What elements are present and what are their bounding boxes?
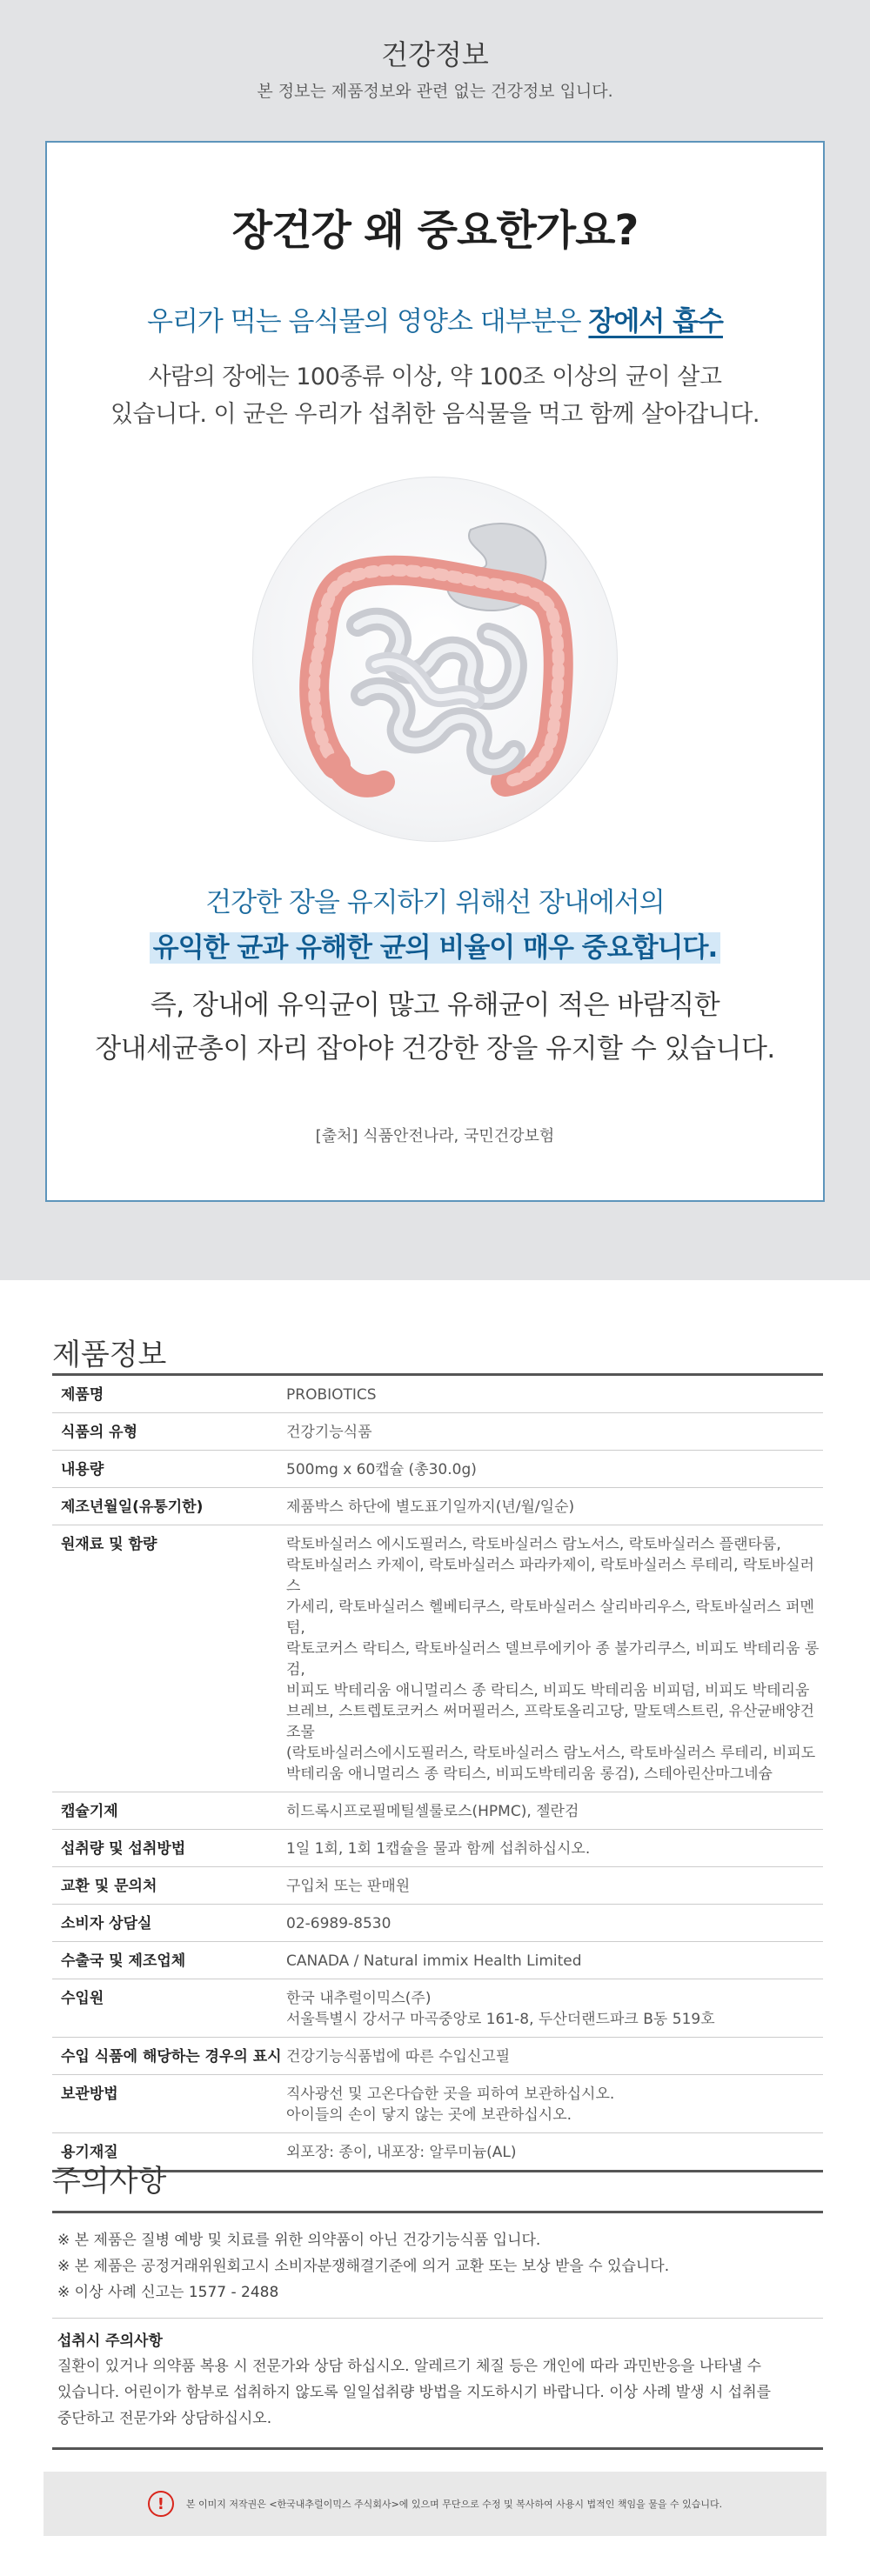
lead-prefix: 우리가 먹는 음식물의 영양소 대부분은 [147,306,589,337]
spec-row [52,1375,823,1413]
spec-key: 용기재질 [52,2133,286,2172]
spec-value-line: 락토코커스 락티스, 락토바실러스 델브루에키아 종 불가리쿠스, 비피도 박테리움 롱검, [286,1640,820,1678]
spec-value-line: (락토바실러스에시도필러스, 락토바실러스 람노서스, 락토바실러스 루테리, 비피도 [286,1745,816,1762]
spec-value-line: 외포장: 종이, 내포장: 알루미늄(AL) [286,2144,517,2161]
spec-value [286,1792,823,1830]
spec-value [286,1375,823,1413]
spec-value-line: 500mg x 60캡슐 (총30.0g) [286,1461,477,1478]
spec-value [286,2038,823,2075]
spec-value-line: 히드록시프로필메틸셀룰로스(HPMC), 젤란검 [286,1803,579,1820]
spec-key: 수입원 [52,1979,286,2038]
intestine-illustration [252,477,618,842]
intro-line-1: 사람의 장에는 100종류 이상, 약 100조 이상의 균이 살고 [148,364,722,390]
spec-row [52,1830,823,1867]
spec-value-line: 아이들의 손이 닿지 않는 곳에 보관하십시오. [286,2106,572,2124]
spec-value-line: 건강기능식품 [286,1424,372,1441]
spec-value-line: 건강기능식품법에 따른 수입신고필 [286,2048,511,2065]
intro-paragraph [47,358,823,433]
intake-caution-line: 중단하고 전문가와 상담하십시오. [57,2410,272,2427]
spec-row [52,1488,823,1525]
spec-value-line: 02-6989-8530 [286,1915,392,1932]
spec-key: 캡슐기제 [52,1792,286,1830]
emphasis-line-2 [47,925,823,964]
spec-value [286,2075,823,2133]
spec-value-line: 박테리움 애니멀리스 종 락티스, 비피도박테리움 롱검), 스테아린산마그네슘 [286,1765,773,1783]
spec-row [52,1525,823,1792]
source-note: [출처] 식품안전나라, 국민건강보험 [315,1127,555,1145]
spec-row [52,1867,823,1905]
product-info-table [52,1373,823,2172]
emphasis-highlight: 유익한 균과 유해한 균의 비율이 매우 중요합니다. [150,932,720,964]
spec-value-line: 브레브, 스트렙토코커스 써머필러스, 프락토올리고당, 말토덱스트린, 유산균배양건조물 [286,1703,814,1741]
spec-key: 내용량 [52,1451,286,1488]
exclamation-icon: ! [148,2491,174,2517]
spec-value [286,2133,823,2172]
spec-value-line: 구입처 또는 판매원 [286,1878,411,1895]
intestine-image [253,477,618,842]
spec-key: 원재료 및 함량 [52,1525,286,1792]
caution-note: ※ 본 제품은 공정거래위원회고시 소비자분쟁해결기준에 의거 교환 또는 보상 받을 수 있습니다. [57,2258,670,2275]
spec-row [52,1413,823,1451]
spec-value [286,1488,823,1525]
spec-key: 교환 및 문의처 [52,1867,286,1905]
spec-row [52,2133,823,2172]
conclusion-paragraph [47,984,823,1071]
spec-key: 수출국 및 제조업체 [52,1942,286,1979]
spec-value [286,1525,823,1792]
health-info-box [45,141,825,1202]
health-info-title: 건강정보 [381,38,489,71]
intake-caution-line: 질환이 있거나 의약품 복용 시 전문가와 상담 하십시오. 알레르기 체질 등은 개인에 따라 과민반응을 나타낼 수 [57,2358,762,2375]
spec-row [52,2038,823,2075]
spec-value [286,1867,823,1905]
health-info-subtitle: 본 정보는 제품정보와 관련 없는 건강정보 입니다. [257,82,613,101]
caution-note: ※ 본 제품은 질병 예방 및 치료를 위한 의약품이 아닌 건강기능식품 입니다. [57,2232,541,2249]
spec-value [286,1451,823,1488]
spec-value-line: CANADA / Natural immix Health Limited [286,1952,582,1970]
spec-row [52,1905,823,1942]
spec-row [52,1942,823,1979]
spec-value-line: 가세리, 락토바실러스 헬베티쿠스, 락토바실러스 살리바리우스, 락토바실러스 퍼멘텀, [286,1598,814,1637]
spec-key: 제조년월일(유통기한) [52,1488,286,1525]
spec-value [286,1413,823,1451]
spec-key: 소비자 상담실 [52,1905,286,1942]
spec-value-line: 서울특별시 강서구 마곡중앙로 161-8, 두산더랜드파크 B동 519호 [286,2011,715,2028]
spec-value-line: 1일 1회, 1회 1캡슐을 물과 함께 섭취하십시오. [286,1840,591,1858]
spec-value-line: 한국 내추럴이믹스(주) [286,1990,432,2007]
spec-row [52,1979,823,2038]
spec-value [286,1942,823,1979]
intake-caution [52,2319,823,2447]
caution-box [52,2211,823,2450]
caution-notes [52,2213,823,2319]
spec-value-line: 제품박스 하단에 별도표기일까지(년/월/일순) [286,1498,575,1516]
spec-value-line: 비피도 박테리움 애니멀리스 종 락티스, 비피도 박테리움 비피덤, 비피도 박테리움 [286,1682,810,1699]
conclusion-line-1: 즉, 장내에 유익균이 많고 유해균이 적은 바람직한 [150,990,720,1021]
copyright-text: 본 이미지 저작권은 <한국내추럴이믹스 주식회사>에 있으며 무단으로 수정 및 복사하여 사용시 법적인 책임을 물을 수 있습니다. [185,2499,723,2510]
spec-key: 보관방법 [52,2075,286,2133]
spec-row [52,2075,823,2133]
spec-value-line: PROBIOTICS [286,1386,377,1404]
copyright-bar [44,2472,826,2536]
spec-value [286,1979,823,2038]
spec-row [52,1451,823,1488]
emphasis-line-1: 건강한 장을 유지하기 위해선 장내에서의 [205,887,665,918]
intake-caution-title: 섭취시 주의사항 [57,2332,163,2350]
health-info-section [0,0,870,1280]
spec-key: 식품의 유형 [52,1413,286,1451]
intake-caution-text [57,2353,818,2432]
spec-key: 섭취량 및 섭취방법 [52,1830,286,1867]
spec-key: 제품명 [52,1375,286,1413]
lead-text [47,299,823,338]
spec-value [286,1905,823,1942]
product-info-title: 제품정보 [52,1338,167,1372]
headline: 장건강 왜 중요한가요? [231,206,639,255]
spec-value-line: 직사광선 및 고온다습한 곳을 피하여 보관하십시오. [286,2085,615,2103]
spec-value-line: 락토바실러스 에시도필러스, 락토바실러스 람노서스, 락토바실러스 플랜타룸, [286,1536,781,1553]
spec-value-line: 락토바실러스 카제이, 락토바실러스 파라카제이, 락토바실러스 루테리, 락토바실러스 [286,1557,814,1595]
health-info-header [0,0,870,139]
caution-title: 주의사항 [52,2164,167,2199]
caution-note: ※ 이상 사례 신고는 1577 - 2488 [57,2284,279,2301]
spec-key: 수입 식품에 해당하는 경우의 표시 [52,2038,286,2075]
lead-strong: 장에서 흡수 [588,306,723,337]
spec-row [52,1792,823,1830]
conclusion-line-2: 장내세균총이 자리 잡아야 건강한 장을 유지할 수 있습니다. [95,1032,775,1064]
spec-value [286,1830,823,1867]
intake-caution-line: 있습니다. 어린이가 함부로 섭취하지 않도록 일일섭취량 방법을 지도하시기 바랍니다. 이상 사례 발생 시 섭취를 [57,2384,772,2401]
intro-line-2: 있습니다. 이 균은 우리가 섭취한 음식물을 먹고 함께 살아갑니다. [110,401,760,429]
